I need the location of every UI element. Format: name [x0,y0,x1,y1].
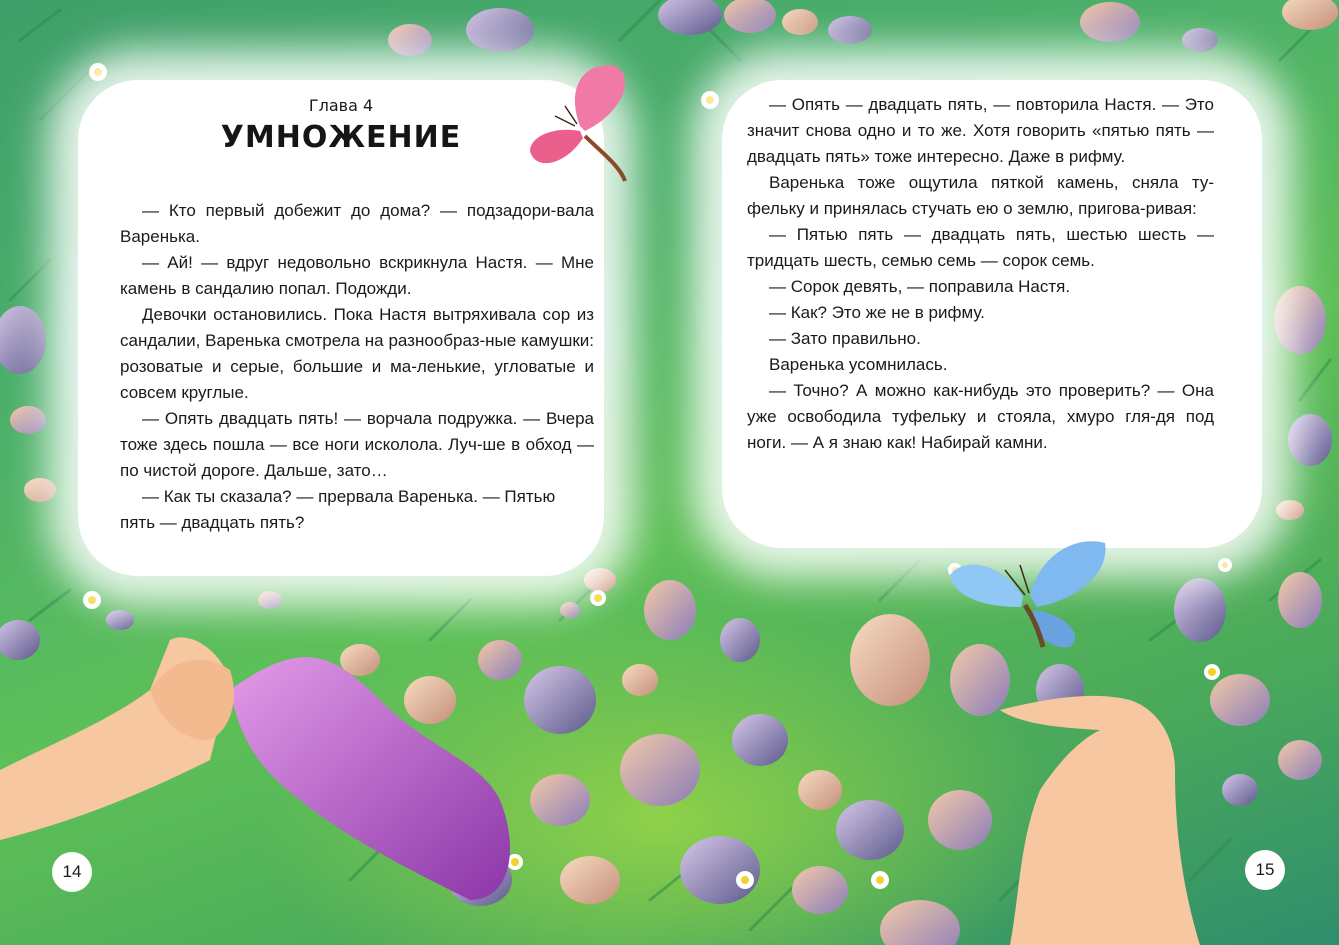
butterfly-blue-icon [945,535,1110,650]
paragraph: Варенька усомнилась. [769,355,948,374]
right-page-text [747,92,1214,456]
chapter-label: Глава 4 [308,96,374,115]
left-page-text [120,198,594,536]
paragraph: — Ай! — вдруг недовольно вскрикнула Настя. — Мне камень в сандалию попал. Подожди. [120,253,594,298]
paragraph: — Пятью пять — двадцать пять, шестью шесть — тридцать шесть, семью семь — сорок семь. [747,225,1214,270]
paragraph: — Опять двадцать пять! — ворчала подружка. — Вчера тоже здесь пошла — все ноги исколола. Луч-ше в обход — по чистой дороге. Дальше, зато… [120,409,594,480]
paragraph: — Сорок девять, — поправила Настя. [769,277,1071,296]
pointing-hand [1000,696,1200,945]
paragraph: — Точно? А можно как-нибудь это проверить? — Она уже освободила туфельку и стояла, хмуро гля-дя под ноги. — А я знаю как! Набирай камни. [747,381,1214,452]
paragraph: Варенька тоже ощутила пяткой камень, сняла ту-фельку и принялась стучать ею о землю, пригова-ривая: [747,173,1214,218]
paragraph: — Кто первый добежит до дома? — подзадори-вала Варенька. [120,201,594,246]
paragraph: Девочки остановились. Пока Настя вытряхивала сор из сандалии, Варенька смотрела на разнообраз-ные камушки: розоватые и серые, большие и ма-ленькие, угловатые и совсем круглые. [120,305,594,402]
page-number-right: 15 [1245,850,1285,890]
paragraph: — Как? Это же не в рифму. [769,303,985,322]
page-number-left: 14 [52,852,92,892]
paragraph: — Опять — двадцать пять, — повторила Настя. — Это значит снова одно и то же. Хотя говорить «пятью пять — двадцать пять» тоже интересно. Даже в рифму. [747,95,1214,166]
chapter-title: УМНОЖЕНИЕ [220,120,462,155]
paragraph: — Зато правильно. [769,329,921,348]
paragraph: — Как ты сказала? — прервала Варенька. — Пятью пять — двадцать пять? [120,487,556,532]
